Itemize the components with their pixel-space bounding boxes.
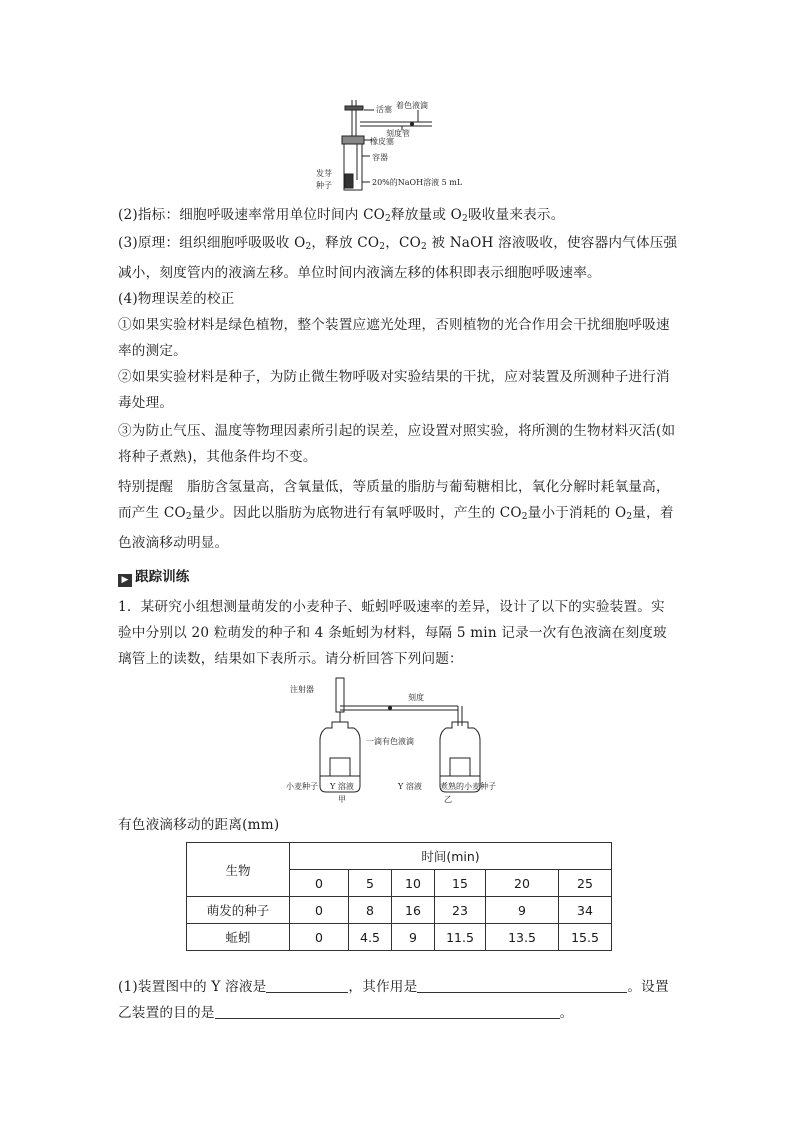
para-calibration-heading: (4)物理误差的校正 <box>118 291 235 307</box>
value-cell: 13.5 <box>486 924 559 951</box>
fig1-label-stopper: 橡皮塞 <box>370 137 394 146</box>
respirometer-figure <box>312 96 492 196</box>
fig1-label-naoh: 20%的NaOH溶液 5 mL <box>372 178 463 187</box>
time-cell: 15 <box>435 870 486 897</box>
para-calibration-3: ③为防止气压、温度等物理因素所引起的误差，应设置对照实验，将所测的生物材料灭活(如将种子煮熟)，其他条件均不变。 <box>118 423 676 465</box>
para-calibration-2: ②如果实验材料是种子，为防止微生物呼吸对实验结果的干扰，应对装置及所测种子进行消毒处理。 <box>118 369 670 411</box>
time-cell: 20 <box>486 870 559 897</box>
question-1: 1．某研究小组想测量萌发的小麦种子、蚯蚓呼吸速率的差异，设计了以下的实验装置。实验中分别以 20 粒萌发的种子和 4 条蚯蚓为材料，每隔 5 min 记录一次有色液滴在刻度玻璃管上的读数，结果如下表所示。请分析回答下列问题： <box>118 599 667 667</box>
fig1-label-seed2: 种子 <box>316 181 332 190</box>
colored-drop-icon <box>410 122 414 126</box>
value-cell: 11.5 <box>435 924 486 951</box>
para-indicator: (2)指标：细胞呼吸速率常用单位时间内 $CO_2$释放量或 $O_2$吸收量来表示。 <box>118 207 565 224</box>
fig2-y-left: Y 溶液 <box>330 782 354 791</box>
fig2-scale-label: 刻度 <box>408 693 424 702</box>
section-heading: ▶ 跟踪训练 <box>118 565 189 587</box>
fig2-drop-label: 一滴有色液滴 <box>366 737 414 746</box>
fig2-syringe-label: 注射器 <box>290 685 314 694</box>
value-cell: 4.5 <box>349 924 392 951</box>
row-label: 萌发的种子 <box>187 897 290 924</box>
fig1-label-drop: 着色液滴 <box>396 101 428 110</box>
value-cell: 0 <box>290 924 349 951</box>
answer-blank-y-solution[interactable] <box>266 978 348 993</box>
fig1-label-container: 容器 <box>372 153 388 162</box>
syringe-icon <box>336 678 344 712</box>
para-principle: (3)原理：组织细胞呼吸吸收 $O_2$，释放 $CO_2$，$CO_2$ 被 NaOH 溶液吸收，使容器内气体压强减小，刻度管内的液滴左移。单位时间内液滴左移的体积即表示细胞呼吸速率。 <box>118 235 678 281</box>
fig1-label-tube: 刻度管 <box>386 129 410 138</box>
fig1-label-seed1: 发芽 <box>316 169 332 178</box>
fig2-seed-right: 煮熟的小麦种子 <box>440 782 496 791</box>
fig1-label-valve: 活塞 <box>376 105 392 114</box>
value-cell: 8 <box>349 897 392 924</box>
fig2-jia: 甲 <box>338 795 346 804</box>
value-cell: 0 <box>290 897 349 924</box>
value-cell: 15.5 <box>559 924 612 951</box>
table-caption: 有色液滴移动的距离(mm) <box>118 817 280 833</box>
time-cell: 25 <box>559 870 612 897</box>
value-cell: 9 <box>486 897 559 924</box>
value-cell: 9 <box>392 924 435 951</box>
fig2-seed-left: 小麦种子 <box>286 782 318 791</box>
row-label: 蚯蚓 <box>187 924 290 951</box>
colored-drop-icon <box>388 706 392 710</box>
value-cell: 23 <box>435 897 486 924</box>
table-row <box>187 924 612 951</box>
time-cell: 0 <box>290 870 349 897</box>
header-time: 时间(min) <box>290 843 612 870</box>
time-cell: 5 <box>349 870 392 897</box>
para-calibration-1: ①如果实验材料是绿色植物，整个装置应遮光处理，否则植物的光合作用会干扰细胞呼吸速率的测定。 <box>118 317 670 359</box>
para-special-tip: 特别提醒 脂肪含氢量高，含氧量低，等质量的脂肪与葡萄糖相比，氧化分解时耗氧量高，而产生 $CO_2$量少。因此以脂肪为底物进行有氧呼吸时，产生的 $CO_2$量小于消耗的 $O_2$量，着色液滴移动明显。 <box>118 479 674 551</box>
time-cell: 10 <box>392 870 435 897</box>
value-cell: 16 <box>392 897 435 924</box>
value-cell: 34 <box>559 897 612 924</box>
experiment-apparatus-figure <box>280 676 520 808</box>
table-row <box>187 897 612 924</box>
fig2-yi: 乙 <box>444 795 452 804</box>
play-triangle-icon: ▶ <box>118 574 132 587</box>
answer-blank-purpose[interactable] <box>215 1004 560 1019</box>
answer-blank-function[interactable] <box>417 978 627 993</box>
fig2-y-right: Y 溶液 <box>398 782 422 791</box>
results-table <box>186 842 612 951</box>
question-1-part-1: (1)装置图中的 Y 溶液是 ，其作用是 。设置乙装置的目的是 。 <box>118 979 669 1021</box>
header-organism: 生物 <box>187 843 290 897</box>
